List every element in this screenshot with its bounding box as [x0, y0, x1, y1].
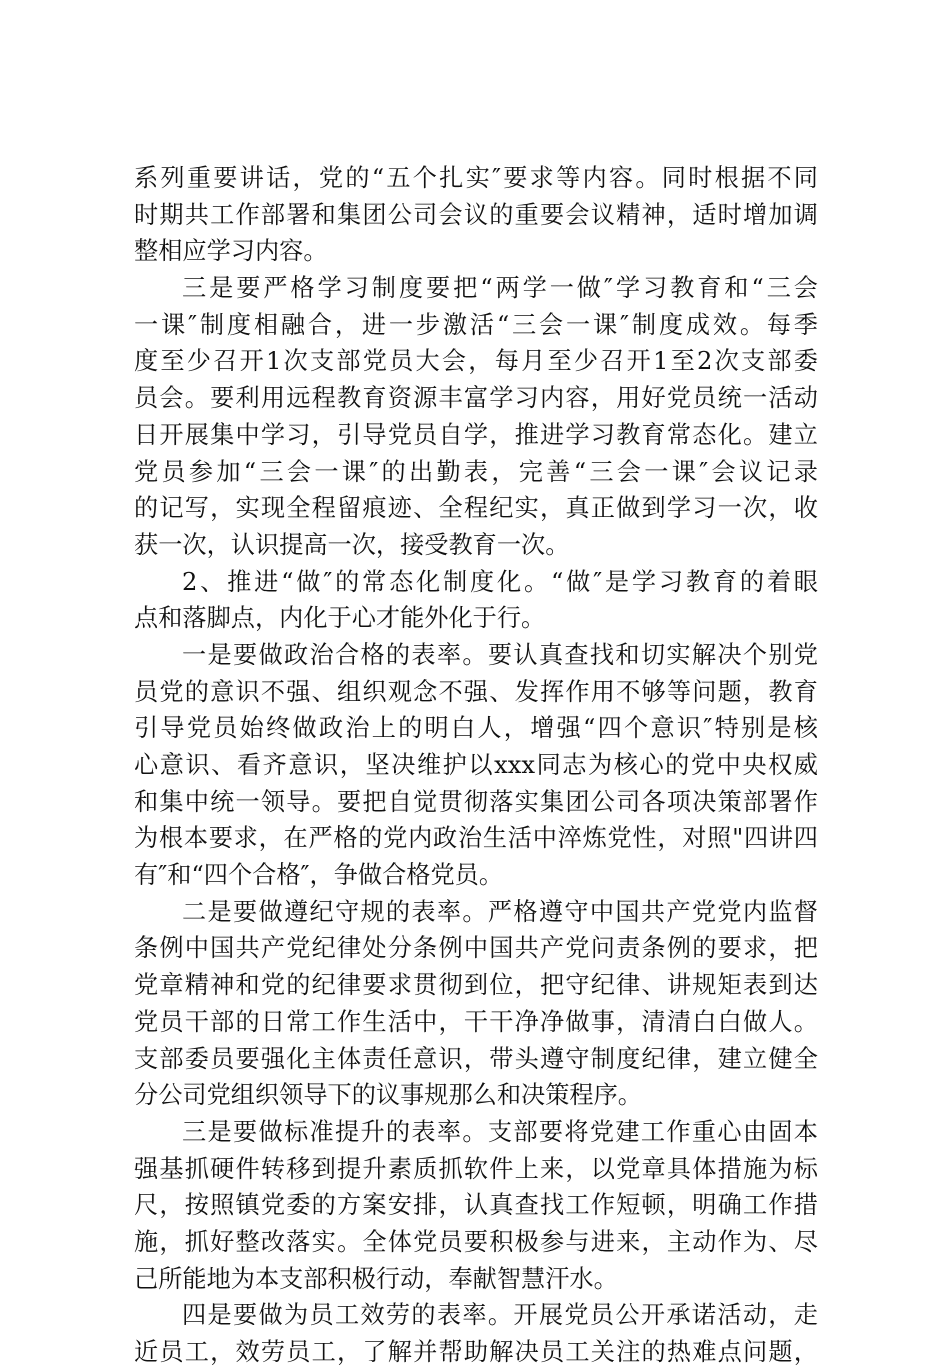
- text-line: 一课″制度相融合，进一步激活“三会一课″制度成效。每季: [134, 310, 818, 339]
- text-line: 点和落脚点，内化于心才能外化于行。: [134, 604, 546, 633]
- text-line: 党章精神和党的纪律要求贯彻到位，把守纪律、讲规矩表到达: [134, 971, 818, 1000]
- text-line: 的记写，实现全程留痕迹、全程纪实，真正做到学习一次，收: [134, 494, 818, 523]
- paragraph-start-line: 三是要严格学习制度要把“两学一做″学习教育和“三会: [182, 274, 818, 303]
- paragraph-start-line: 二是要做遵纪守规的表率。严格遵守中国共产党党内监督: [182, 897, 818, 926]
- text-line: 尺，按照镇党委的方案安排，认真查找工作短顿，明确工作措: [134, 1191, 818, 1220]
- text-line: 度至少召开1次支部党员大会，每月至少召开1至2次支部委: [134, 347, 818, 376]
- text-line: 分公司党组织领导下的议事规那么和决策程序。: [134, 1081, 642, 1110]
- text-line: 引导党员始终做政治上的明白人，增强“四个意识″特别是核: [134, 714, 818, 743]
- text-line: 支部委员要强化主体责任意识，带头遵守制度纪律，建立健全: [134, 1044, 818, 1073]
- document-body: [134, 160, 818, 1371]
- text-line: 有″和“四个合格″，争做合格党员。: [134, 861, 504, 890]
- text-line: 和集中统一领导。要把自觉贯彻落实集团公司各项决策部署作: [134, 787, 818, 816]
- text-line: 员会。要利用远程教育资源丰富学习内容，用好党员统一活动: [134, 384, 818, 413]
- text-line: 系列重要讲话，党的“五个扎实″要求等内容。同时根据不同: [134, 164, 818, 192]
- text-line: 日开展集中学习，引导党员自学，推进学习教育常态化。建立: [134, 420, 818, 449]
- text-line: 时期共工作部署和集团公司会议的重要会议精神，适时增加调: [134, 200, 818, 229]
- text-line: 心意识、看齐意识，坚决维护以xxx同志为核心的党中央权威: [134, 751, 818, 779]
- text-line: 获一次，认识提高一次，接受教育一次。: [134, 530, 570, 559]
- text-line: 己所能地为本支部积极行动，奉献智慧汗水。: [134, 1264, 618, 1293]
- text-line: 为根本要求，在严格的党内政治生活中淬炼党性，对照"四讲四: [134, 824, 818, 853]
- text-line: 整相应学习内容。: [134, 237, 328, 266]
- text-line: 近员工，效劳员工，了解并帮助解决员工关注的热难点问题，: [134, 1338, 818, 1366]
- text-line: 党员参加“三会一课″的出勤表，完善“三会一课″会议记录: [134, 457, 818, 486]
- section-heading-line: 2、推进“做″的常态化制度化。“做″是学习教育的着眼: [182, 567, 818, 596]
- text-line: 党员干部的日常工作生活中，干干净净做事，清清白白做人。: [134, 1007, 818, 1036]
- text-line: 员党的意识不强、组织观念不强、发挥作用不够等问题，教育: [134, 677, 818, 706]
- text-line: 强基抓硬件转移到提升素质抓软件上来，以党章具体措施为标: [134, 1154, 818, 1183]
- paragraph-start-line: 四是要做为员工效劳的表率。开展党员公开承诺活动，走: [182, 1301, 818, 1330]
- text-line: 条例中国共产党纪律处分条例中国共产党问责条例的要求，把: [134, 934, 818, 963]
- paragraph-start-line: 三是要做标准提升的表率。支部要将党建工作重心由固本: [182, 1117, 818, 1146]
- text-line: 施，抓好整改落实。全体党员要积极参与进来，主动作为、尽: [134, 1227, 818, 1256]
- paragraph-start-line: 一是要做政治合格的表率。要认真查找和切实解决个别党: [182, 640, 818, 669]
